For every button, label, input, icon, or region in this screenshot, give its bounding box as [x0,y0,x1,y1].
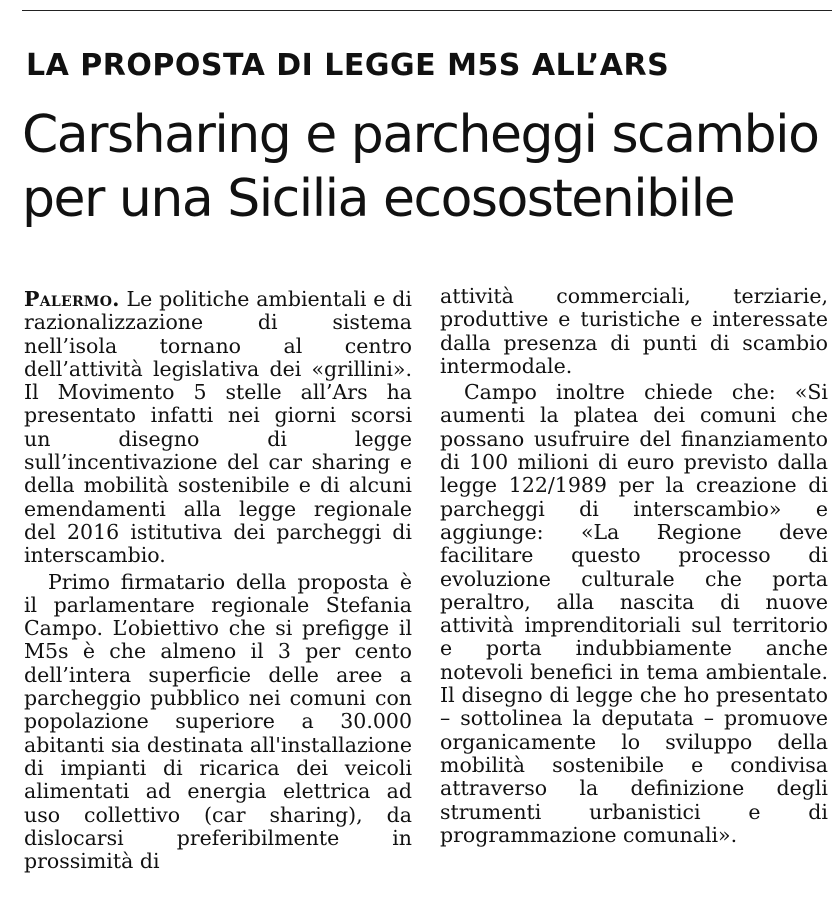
article-column-left [24,288,412,873]
paragraph: Primo firmatario della proposta è il parlamentare regionale Stefania Campo. L’obiettivo che si prefigge il M5s è che almeno il 3 per cento dell’intera superficie delle aree a parcheggio pubblico nei comuni con popolazione superiore a 30.000 abitanti sia destinata all'installazione di impianti di ricarica dei veicoli alimentati ad energia elettrica ad uso collettivo (car sharing), da dislocarsi preferibilmente in prossimità di [24,569,412,874]
dateline: Palermo. [24,287,120,311]
paragraph [24,288,412,568]
article-kicker: LA PROPOSTA DI LEGGE M5S ALL’ARS [26,48,670,83]
headline-line-2: per una Sicilia ecosostenibile [22,169,735,229]
top-rule [22,10,832,11]
headline-line-1: Carsharing e parcheggi scambio [22,105,819,165]
paragraph-text: Le politiche ambientali e di razionalizzazione di sistema nell’isola tornano al centro dell’attività legislativa dei «grillini». Il Movimento 5 stelle all’Ars ha presentato infatti nei giorni scorsi un disegno di legge sull’incentivazione del car sharing e della mobilità sostenibile e di alcuni emendamenti alla legge regionale del 2016 istitutiva dei parcheggi di interscambio. [24,287,412,568]
article-headline [22,103,832,231]
paragraph: attività commerciali, terziarie, produttive e turistiche e interessate dalla presenza di punti di scambio intermodale. [440,284,828,378]
article-column-right [440,285,828,847]
paragraph: Campo inoltre chiede che: «Si aumenti la platea dei comuni che possano usufruire del finanziamento di 100 milioni di euro previsto dalla legge 122/1989 per la creazione di parcheggi di interscambio» e aggiunge: «La Regione deve facilitare questo processo di evoluzione culturale che porta peraltro, alla nascita di nuove attività imprenditoriali sul territorio e porta indubbiamente anche notevoli benefici in tema ambientale. Il disegno di legge che ho presentato – sottolinea la deputata – promuove organicamente lo sviluppo della mobilità sostenibile e condivisa attraverso la definizione degli strumenti urbanistici e di programmazione comunali». [440,380,828,847]
